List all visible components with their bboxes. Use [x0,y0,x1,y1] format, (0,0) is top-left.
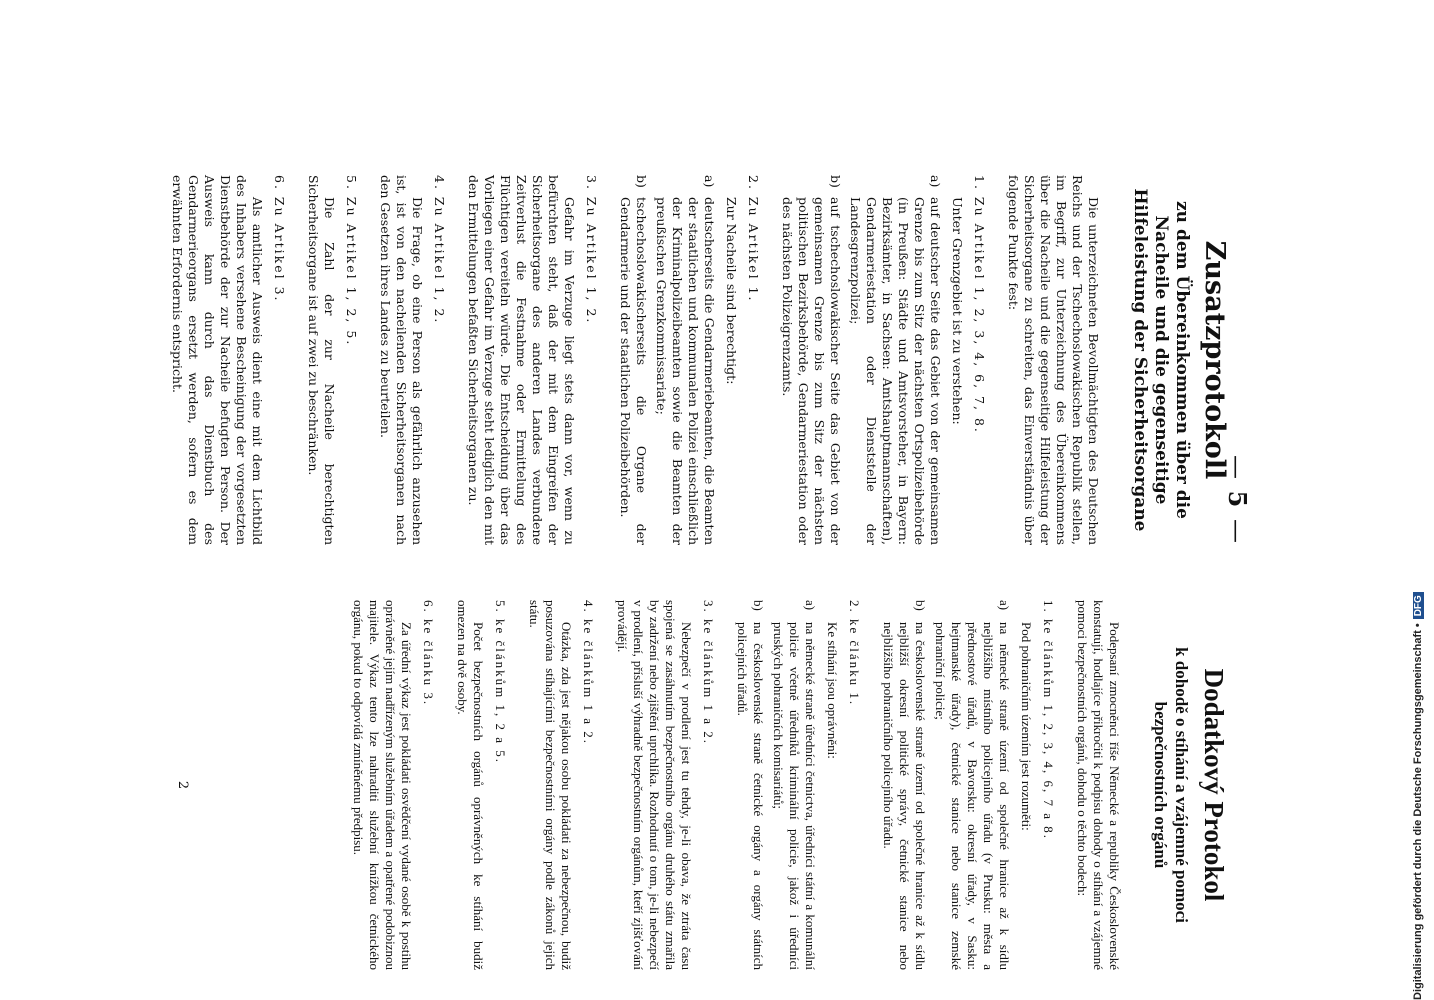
item-text: auf deutscher Seite das Gebiet von der gemeinsamen Grenze bis zum Sitz der nächsten Ortspolizeibehörde (in Preußen: Städte und Amtsvorsteher, in Bayern: Bezirksämter, in Sachsen: Amtshauptmannschaften), Gendarmeriestation oder Dienststelle der Landesgrenzpolizei; [848,197,943,545]
german-section-3-heading: 3. Zu Artikel 1, 2. [584,175,599,325]
german-section-6-heading: 6. Zu Artikel 3. [272,175,287,303]
item-text: tschechoslowakischerseits die Organe der Gendarmerie und der staatlichen Polizeibehörden. [618,197,649,545]
czech-section-6 [350,600,436,970]
item-label: b) [751,600,766,611]
dfg-logo: DFG [1413,592,1424,619]
german-section-1-text: Unter Grenzgebiet ist zu verstehen: [950,197,965,425]
credit-label: Digitalisierung gefördert durch die Deutsche Forschungsgemeinschaft • [1412,623,1424,1000]
czech-section-4-heading: 4. ke článkům 1 a 2. [581,600,596,746]
page-number: — 5 — [1223,455,1252,545]
czech-signature-mark: 2 [175,780,190,790]
czech-section-3-text: Nebezpečí v prodlení jest tu tehdy, je-li obava, že ztráta času spojená se zasáhnutím bezpečnostního orgánu druhého státu zmařila by zadržení nebo zjištění uprchlíka. Rozhodnutí o tom, je-li nebezpečí v prodlení, přísluší výhradně bezpečnostním orgánům, kteří zjišťování provádějí. [615,600,694,970]
digitization-credit [1403,5,1433,1000]
czech-section-5-text: Počet bezpečnostních orgánů oprávněných ke stíhání budiž omezen na dvě osoby. [455,600,486,970]
czech-section-1-heading: 1. ke článkům 1, 2, 3, 4, 6, 7 a 8. [1041,600,1056,841]
german-section-5-text: Die Zahl der zur Nacheile berechtigten Sicherheitsorgane ist auf zwei zu beschränken. [306,175,337,545]
item-label: a) [803,600,818,611]
item-text: na československé straně území od společné hranice až k sídlu nejbližší okresní politické správy, četnické stanice nebo nejbližšího pohraničního policejního úřadu. [881,622,928,970]
german-title: Zusatzprotokoll [1199,240,1230,480]
german-section-4-text: Die Frage, ob eine Person als gefährlich anzusehen ist, ist von den nacheilenden Sicherheitsorganen nach den Gesetzen ihres Landes zu beurteilen. [378,175,425,545]
czech-section-6-heading: 6. ke článku 3. [421,600,436,707]
german-section-5-heading: 5. Zu Artikel 1, 2, 5. [344,175,359,347]
german-section-2-item-a [653,175,717,545]
german-section-3-text: Gefahr im Verzuge liegt stets dann vor, wenn zu befürchten steht, daß der mit dem Eingreifen der Sicherheitsorgane des anderen Landes verbundene Zeitverlust die Festnahme oder Ermittelung des Flüchtigen vereiteln würde. Die Entscheidung über das Vorliegen einer Gefahr im Verzuge steht lediglich den mit den Ermittelungen befaßten Sicherheitsorganen zu. [466,175,577,545]
czech-section-6-text: Za úřední výkaz jest pokládati osvědčení vydané osobě k postihu oprávněné jejím nadřízeným služebním úřadem a opatřené podobiznou majitele. Výkaz tento lze nahraditi služební knížkou četnického orgánu, pokud to odpovídá zmíněnému předpisu. [351,600,414,970]
czech-section-3 [614,600,716,970]
rotated-page-content [50,0,1300,1000]
item-text: auf tschechoslowakischer Seite das Gebiet von der gemeinsamen Grenze bis zum Sitz der nächsten politischen Bezirksbehörde, Gendarmeriestation oder des nächsten Polizeigrenzamts. [780,197,843,545]
czech-section-3-heading: 3. ke článkům 1 a 2. [701,600,716,746]
czech-section-1-item-b [880,600,928,970]
german-section-2-heading: 2. Zu Artikel 1. [746,175,761,303]
czech-protocol-column [344,600,1230,970]
czech-section-2-text: Ke stíhání jsou oprávněni: [825,622,840,759]
item-text: na československé straně četnické orgány a orgány státních policejních úřadů. [735,622,766,970]
page-number-value: 5 [1223,490,1252,510]
german-section-6-text: Als amtlicher Ausweis dient eine mit dem Lichtbild des Inhabers versehene Bescheinigung der vorgesetzten Dienstbehörde der zur Nacheile befugten Person. Der Ausweis kann durch das Dienstbuch des Gendarmerieorgans ersetzt werden, sofern es dem erwähnten Erfordernis entspricht. [170,175,265,545]
czech-section-1-item-a [932,600,1012,970]
czech-section-2-heading: 2. ke článku 1. [847,600,862,707]
german-section-6 [169,175,287,545]
german-protocol-column [163,175,1230,545]
german-section-4 [377,175,447,545]
czech-intro: Podepsaní zmocněnci říše Německé a republiky Československé konstatují, hodlajíce přikročiti k podpisu dohody o stíhání a vzájemné pomoci bezpečnostních orgánů, dohodu o těchto bodech: [1075,600,1122,970]
item-label: a) [928,175,943,188]
item-label: b) [828,175,843,188]
item-label: a) [997,600,1012,611]
czech-section-2-item-a [770,600,818,970]
german-title-block [1129,175,1230,545]
czech-section-1-text: Pod pohraničním územím jest rozuměti: [1019,622,1034,831]
item-text: na německé straně území od společné hranice až k sídlu nejbližšího místního policejního úřadu (v Prusku: města a přednostové úřadů, v Bavorsku: okresní úřady, v Sasku: hejtmanské úřady), četnické stanice nebo stanice zemské pohraniční policie; [933,622,1012,970]
czech-section-2 [734,600,862,970]
digitization-credit-text [1403,5,1433,1000]
item-label: a) [702,175,717,188]
german-section-2-item-b [617,175,649,545]
czech-section-5-heading: 5. ke článkům 1, 2 a 5. [493,600,508,765]
german-section-4-heading: 4. Zu Artikel 1, 2. [432,175,447,325]
czech-title-block [1150,600,1230,970]
german-section-2-text: Zur Nacheile sind berechtigt: [724,197,739,385]
german-intro: Die unterzeichneten Bevollmächtigten des Deutschen Reichs und der Tschechoslowakischen Republik stellen, im Begriff, zur Unterzeichnung des Übereinkommens über die Nacheile und die gegenseitige Hilfeleistung der Sicherheitsorgane zu schreiten, das Einverständnis über folgende Punkte fest: [1006,175,1101,545]
czech-section-4 [526,600,596,970]
czech-section-2-item-b [734,600,766,970]
german-section-5 [305,175,359,545]
czech-title: Dodatkový Protokol [1199,668,1229,902]
item-label: b) [913,600,928,611]
german-section-1 [779,175,987,545]
german-section-1-item-b [779,175,843,545]
item-text: deutscherseits die Gendarmeriebeamten, die Beamten der staatlichen und kommunalen Polizei einschließlich der Kriminalpolizeibeamten sowie die Beamten der preußischen Grenzkommissariate; [654,197,717,545]
czech-subtitle: k dohodě o stíhání a vzájemné pomoci bezpečnostních orgánů [1151,647,1191,923]
czech-section-5 [454,600,508,970]
item-text: na německé straně úředníci četnictva, úředníci státní a komunální policie včetně úředníků kriminální policie, jakož i úředníci pruských pohraničních komisariátů; [771,622,818,970]
czech-section-4-text: Otázka, zda jest nějakou osobu pokládati za nebezpečnou, budiž posuzována stíhajícími bezpečnostními orgány podle zákonů jejich státu. [527,600,574,970]
german-section-2 [617,175,761,545]
german-subtitle: zu dem Übereinkommen über die Nacheile und die gegenseitige Hilfeleistung der Sicherheitsorgane [1130,188,1192,532]
german-section-3 [465,175,599,545]
german-section-1-heading: 1. Zu Artikel 1, 2, 3, 4, 6, 7, 8. [972,175,987,434]
german-section-1-item-a [847,175,943,545]
czech-section-1 [880,600,1056,970]
item-label: b) [634,175,649,188]
